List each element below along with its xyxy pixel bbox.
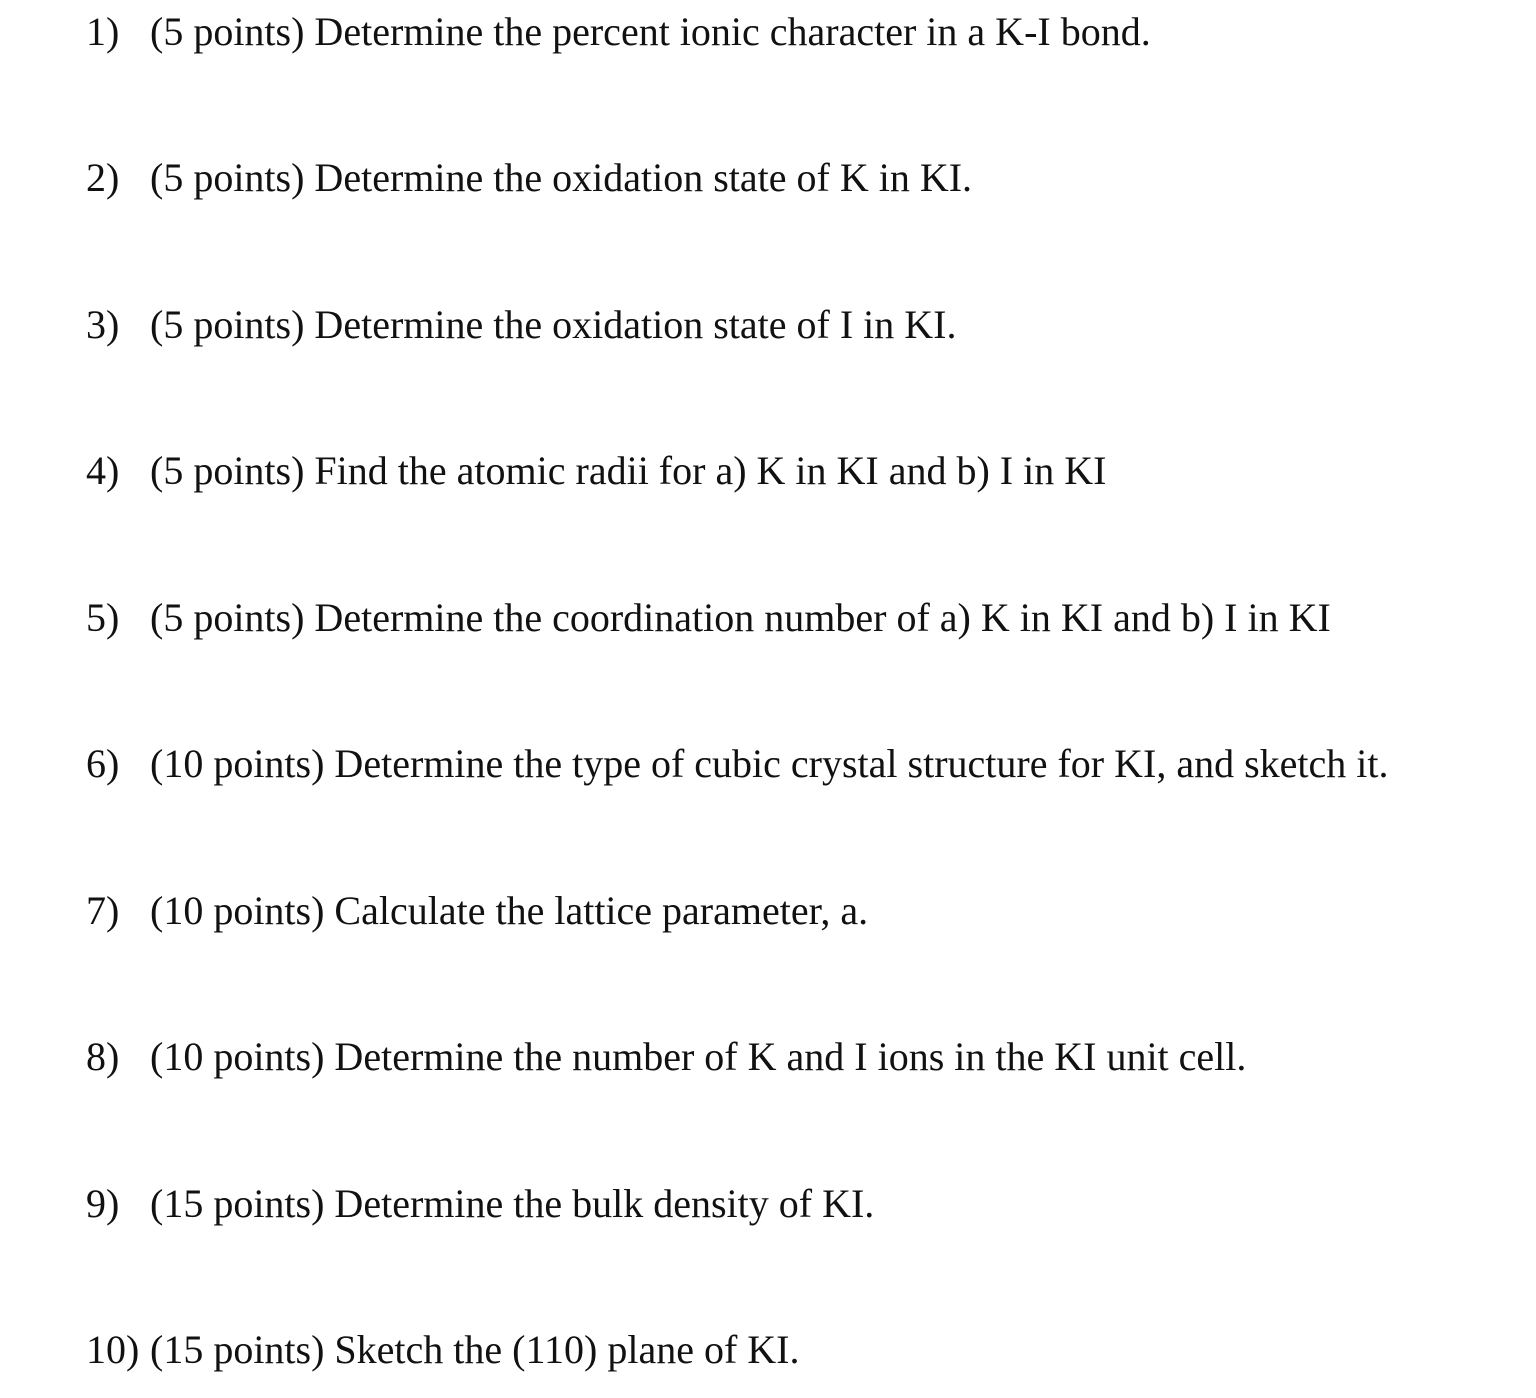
question-6 [86, 739, 1389, 789]
question-4 [86, 446, 1106, 496]
question-text: (10 points) Calculate the lattice parameter, a. [150, 888, 869, 933]
question-number: 2) [86, 155, 120, 200]
question-number: 3) [86, 302, 120, 347]
question-number: 4) [86, 448, 120, 493]
question-number: 7) [86, 888, 120, 933]
question-text: (15 points) Determine the bulk density of KI. [150, 1181, 875, 1226]
question-number: 1) [86, 9, 120, 54]
question-text: (5 points) Determine the oxidation state of K in KI. [150, 155, 973, 200]
question-number: 10) [86, 1327, 140, 1372]
question-9 [86, 1179, 874, 1229]
question-10 [86, 1325, 799, 1375]
question-number: 5) [86, 595, 120, 640]
question-text: (10 points) Determine the type of cubic crystal structure for KI, and sketch it. [150, 741, 1389, 786]
question-7 [86, 886, 868, 936]
question-8 [86, 1032, 1246, 1082]
question-number: 8) [86, 1034, 120, 1079]
question-text: (10 points) Determine the number of K and I ions in the KI unit cell. [150, 1034, 1247, 1079]
question-text: (5 points) Find the atomic radii for a) K in KI and b) I in KI [150, 448, 1107, 493]
question-text: (5 points) Determine the percent ionic character in a K-I bond. [150, 9, 1151, 54]
question-2 [86, 153, 972, 203]
question-text: (5 points) Determine the coordination number of a) K in KI and b) I in KI [150, 595, 1331, 640]
question-3 [86, 300, 956, 350]
question-number: 9) [86, 1181, 120, 1226]
question-5 [86, 593, 1331, 643]
question-text: (15 points) Sketch the (110) plane of KI. [150, 1327, 800, 1372]
question-1 [86, 7, 1151, 57]
question-text: (5 points) Determine the oxidation state of I in KI. [150, 302, 957, 347]
question-number: 6) [86, 741, 120, 786]
